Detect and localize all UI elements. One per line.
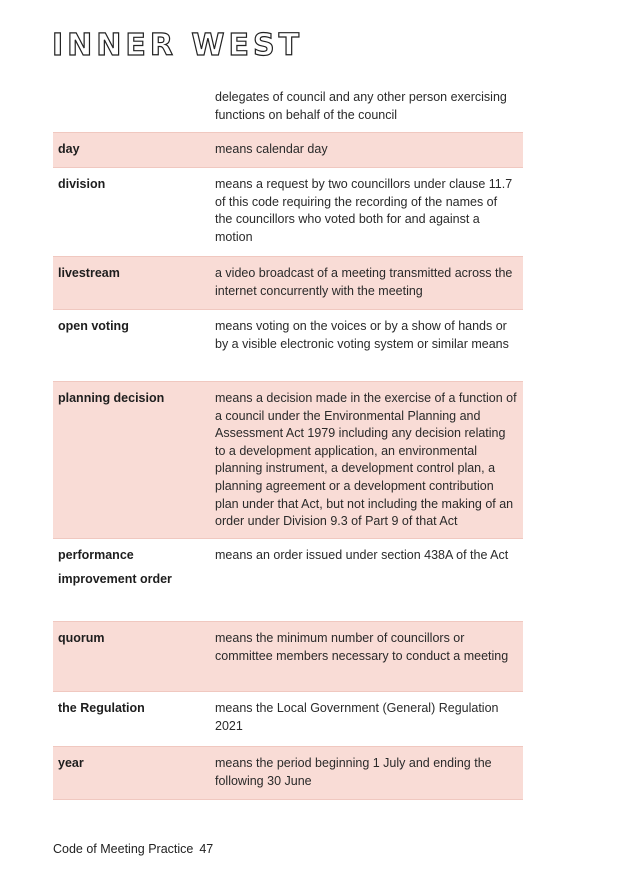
definition-term: open voting [58, 319, 129, 333]
table-row [53, 539, 523, 621]
table-row [53, 381, 523, 539]
table-row [53, 692, 523, 746]
definition-text: means an order issued under section 438A of the Act [215, 548, 509, 562]
definition-term: livestream [58, 266, 120, 280]
page-footer [53, 842, 213, 856]
page-number: 47 [199, 842, 214, 856]
document-title: Code of Meeting Practice [53, 842, 194, 856]
inner-west-logo: INNER WEST [52, 28, 304, 63]
definition-text: means a decision made in the exercise of a function of a council under the Environmental Planning and Assessment Act 1979 including any decision relating to a development application, an environmental planning instrument, a development control plan, a planning agreement or a development contribution plan under that Act, but not including the making of an order under Division 9.3 of Part 9 of that Act [215, 391, 517, 529]
definition-term: day [58, 142, 80, 156]
definition-text: means voting on the voices or by a show of hands or by a visible electronic voting system or similar means [215, 319, 509, 351]
definition-term: year [58, 756, 84, 770]
continuation-definition: delegates of council and any other person exercising functions on behalf of the council [215, 90, 507, 122]
definition-text: means a request by two councillors under clause 11.7 of this code requiring the recording of the names of the councillors who voted both for and against a motion [215, 177, 513, 244]
definition-text: means the minimum number of councillors or committee members necessary to conduct a meeting [215, 631, 509, 663]
table-row [53, 746, 523, 800]
table-row [53, 168, 523, 256]
table-row [53, 86, 523, 132]
definition-text: means the period beginning 1 July and ending the following 30 June [215, 756, 492, 788]
definition-text: means calendar day [215, 142, 328, 156]
definition-term: performance improvement order [58, 548, 172, 586]
definition-term: quorum [58, 631, 105, 645]
table-row [53, 256, 523, 310]
definition-term: division [58, 177, 106, 191]
definition-term: the Regulation [58, 701, 145, 715]
table-row [53, 310, 523, 381]
definition-text: means the Local Government (General) Regulation 2021 [215, 701, 499, 733]
definition-term: planning decision [58, 391, 165, 405]
definition-text: a video broadcast of a meeting transmitted across the internet concurrently with the meeting [215, 266, 513, 298]
definitions-table [53, 86, 523, 800]
table-row [53, 132, 523, 168]
table-row [53, 621, 523, 692]
